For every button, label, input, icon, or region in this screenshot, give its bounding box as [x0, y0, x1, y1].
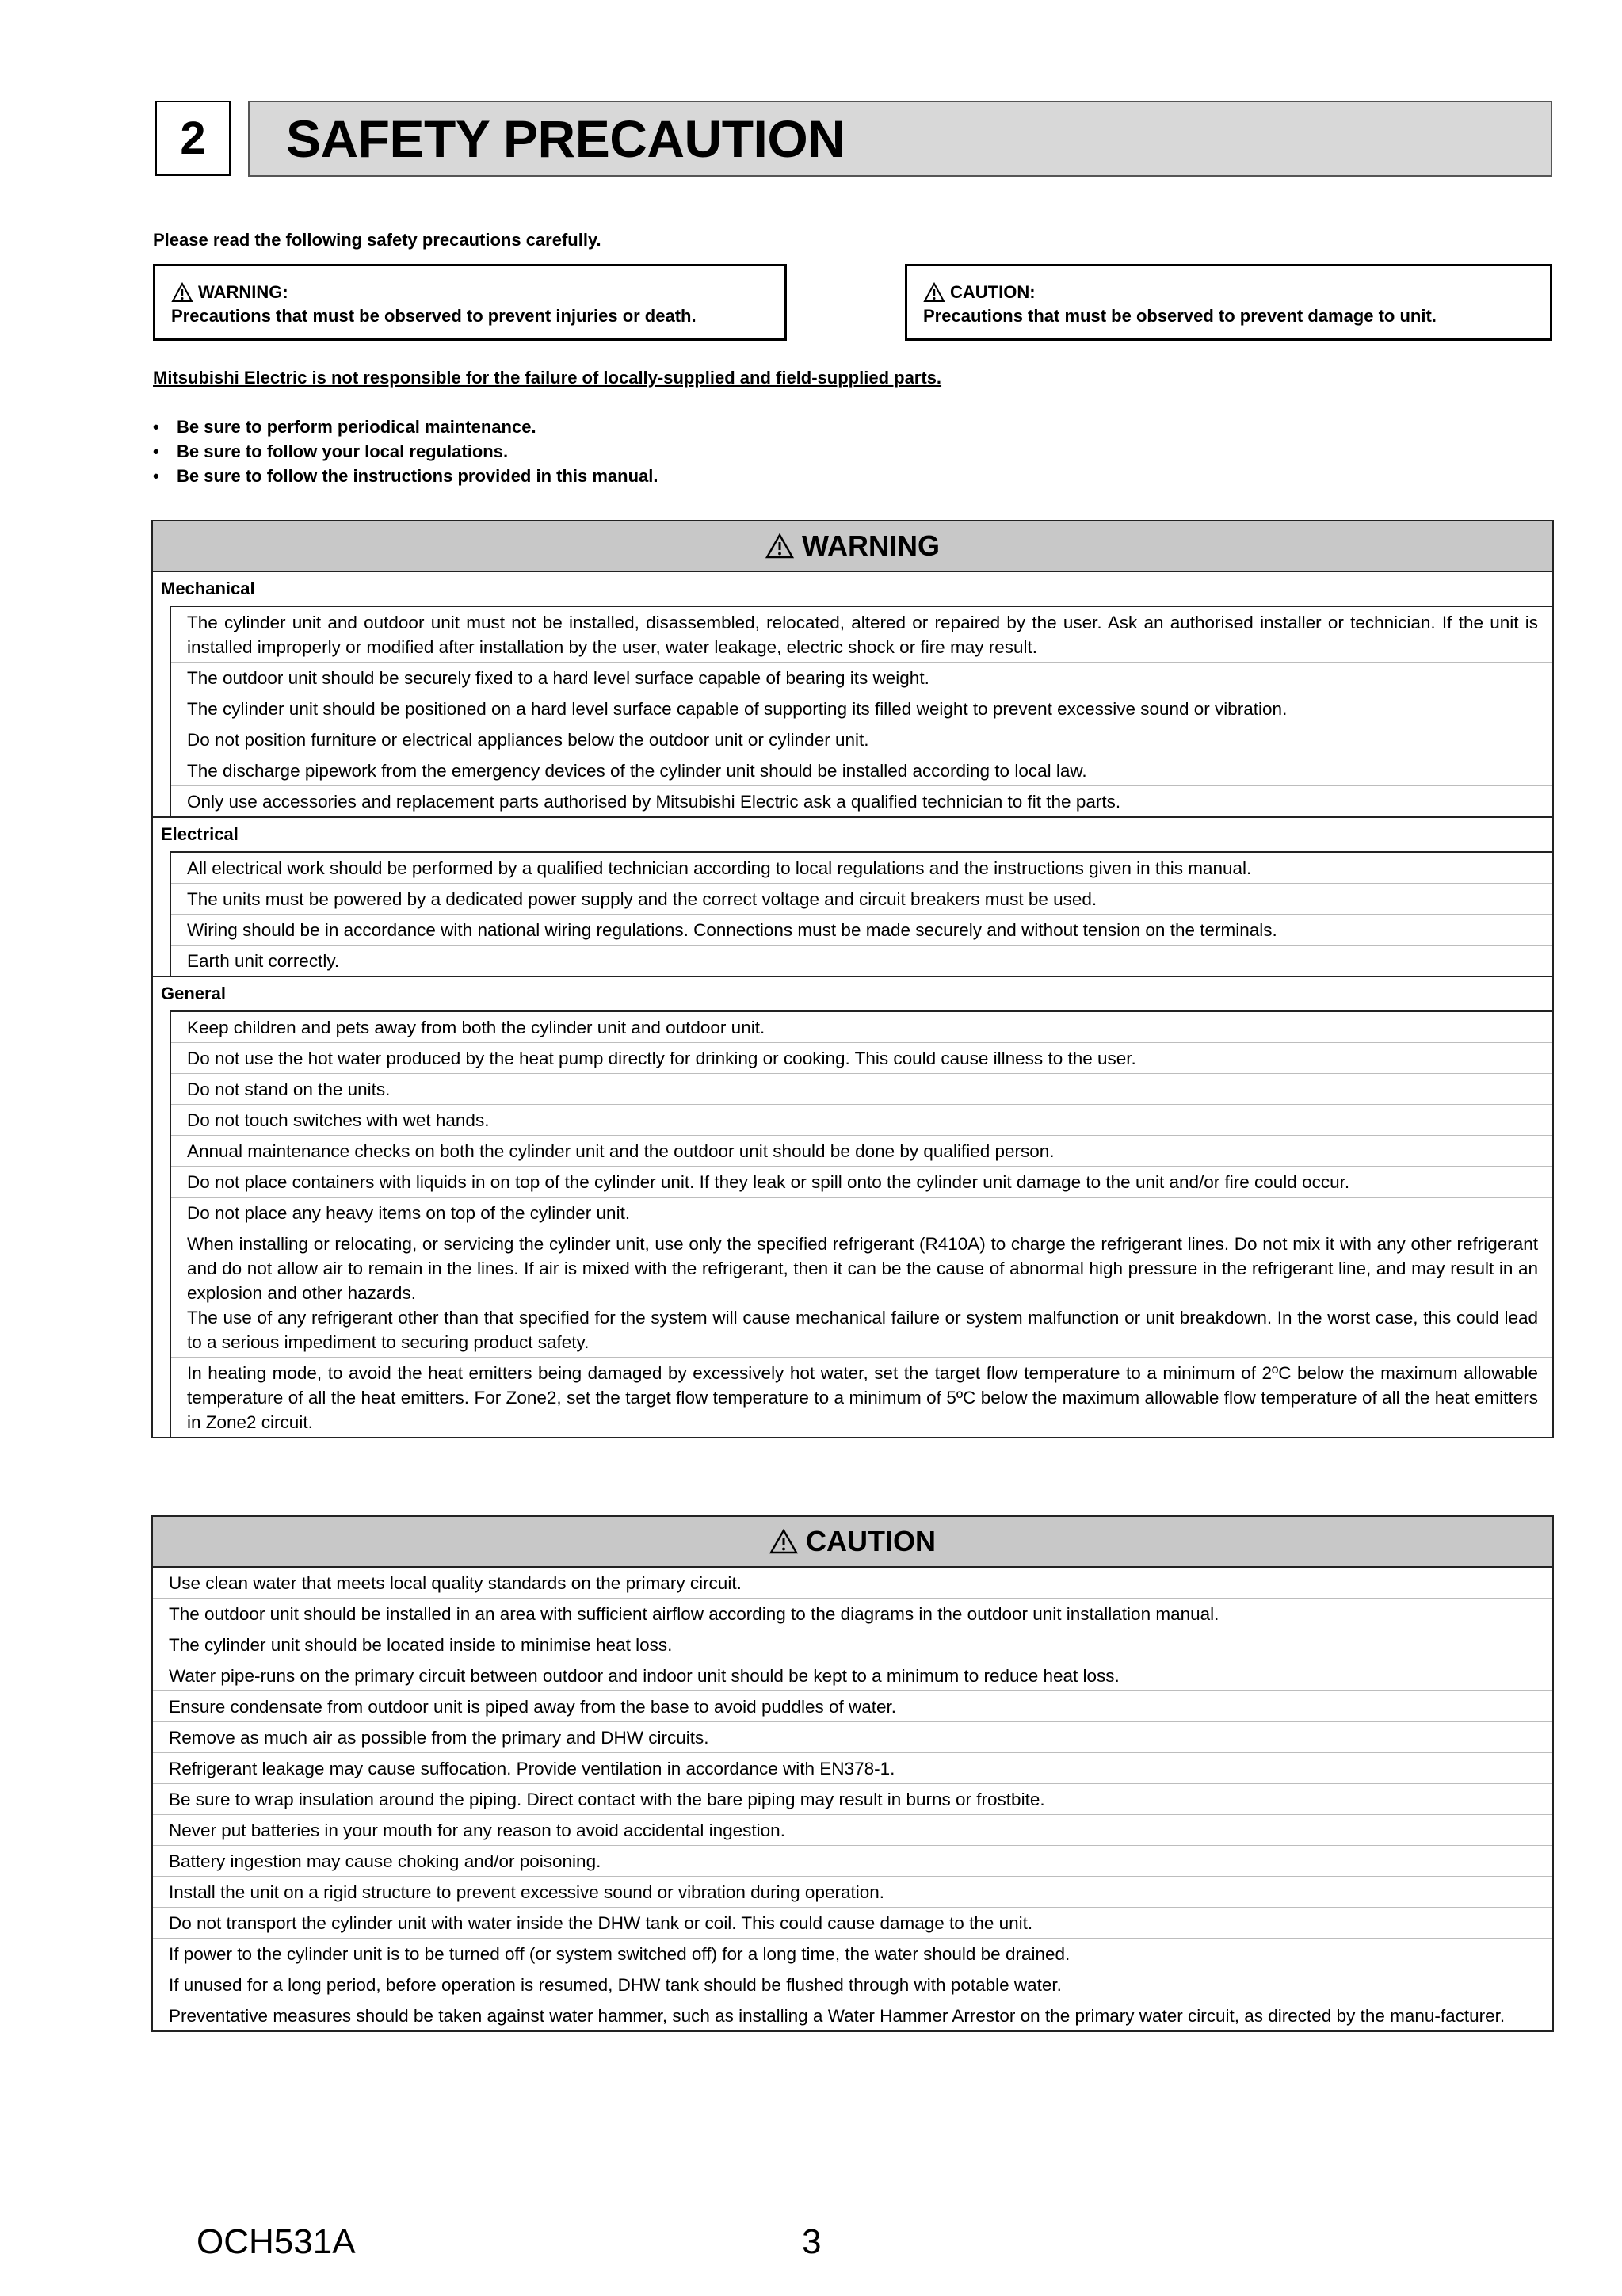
intro-text: Please read the following safety precautions carefully. — [153, 230, 601, 250]
page-title: SAFETY PRECAUTION — [248, 101, 1552, 177]
category-rows — [170, 851, 1552, 976]
warning-table-body — [153, 572, 1552, 1437]
caution-table — [151, 1515, 1554, 2032]
warning-notice-text: Precautions that must be observed to prevent injuries or death. — [171, 306, 697, 326]
table-row: The discharge pipework from the emergency devices of the cylinder unit should be installed according to local law. — [171, 755, 1552, 786]
warning-table — [151, 520, 1554, 1438]
table-row: Do not stand on the units. — [171, 1074, 1552, 1105]
bullet-item: • Be sure to perform periodical maintenance. — [153, 415, 658, 439]
table-row: Ensure condensate from outdoor unit is piped away from the base to avoid puddles of water. — [153, 1691, 1552, 1722]
table-row: When installing or relocating, or servicing the cylinder unit, use only the specified refrigerant (R410A) to charge the refrigerant lines. Do not mix it with any other refrigerant and do not allow air to remain in the lines. If air is mixed with the refrigerant, then it can be the cause of abnormal high pressure in the refrigerant line, and may result in an explosion and other hazards. The use of any refrigerant other than that specified for the system will cause mechanical failure or system malfunction or unit breakdown. In the worst case, this could lead to a serious impediment to securing product safety. — [171, 1228, 1552, 1358]
table-row: If unused for a long period, before operation is resumed, DHW tank should be flushed through with potable water. — [153, 1969, 1552, 2000]
bullet-item: • Be sure to follow your local regulations. — [153, 439, 658, 464]
table-row: Use clean water that meets local quality standards on the primary circuit. — [153, 1568, 1552, 1599]
document-code: OCH531A — [197, 2222, 356, 2261]
warning-notice-box — [153, 264, 787, 341]
bullet-item: • Be sure to follow the instructions provided in this manual. — [153, 464, 658, 488]
table-row: Refrigerant leakage may cause suffocation. Provide ventilation in accordance with EN378-1. — [153, 1753, 1552, 1784]
general-bullet-list — [153, 415, 658, 488]
warning-triangle-icon — [171, 282, 193, 303]
warning-notice-label: WARNING: — [198, 282, 288, 302]
table-row: Annual maintenance checks on both the cylinder unit and the outdoor unit should be done by qualified person. — [171, 1136, 1552, 1167]
section-number: 2 — [155, 101, 231, 176]
table-row: The cylinder unit should be located inside to minimise heat loss. — [153, 1629, 1552, 1660]
caution-notice-box — [905, 264, 1552, 341]
table-row: Be sure to wrap insulation around the piping. Direct contact with the bare piping may result in burns or frostbite. — [153, 1784, 1552, 1815]
table-row: Do not touch switches with wet hands. — [171, 1105, 1552, 1136]
warning-table-header — [153, 521, 1552, 572]
caution-notice-label: CAUTION: — [950, 282, 1036, 302]
page-number: 3 — [802, 2222, 822, 2261]
warning-table-title: WARNING — [802, 529, 940, 562]
table-row: The cylinder unit and outdoor unit must not be installed, disassembled, relocated, altered or repaired by the user. Ask an authorised installer or technician. If the unit is installed improperly or modified after installation by the user, water leakage, electric shock or fire may result. — [171, 607, 1552, 663]
table-row: Only use accessories and replacement parts authorised by Mitsubishi Electric ask a qualified technician to fit the parts. — [187, 792, 1121, 812]
table-row: Install the unit on a rigid structure to prevent excessive sound or vibration during operation. — [153, 1877, 1552, 1908]
category-heading: Electrical — [153, 816, 1552, 851]
caution-table-header — [153, 1517, 1552, 1568]
table-row: Wiring should be in accordance with national wiring regulations. Connections must be made securely and without tension on the terminals. — [171, 915, 1552, 946]
table-row: Remove as much air as possible from the primary and DHW circuits. — [153, 1722, 1552, 1753]
table-row: The outdoor unit should be installed in an area with sufficient airflow according to the diagrams in the outdoor unit installation manual. — [153, 1599, 1552, 1629]
category-rows — [170, 1010, 1552, 1437]
table-row: Battery ingestion may cause choking and/or poisoning. — [153, 1846, 1552, 1877]
caution-triangle-icon — [769, 1529, 798, 1554]
caution-notice-text: Precautions that must be observed to prevent damage to unit. — [923, 306, 1437, 326]
table-row: Preventative measures should be taken against water hammer, such as installing a Water Hammer Arrestor on the primary water circuit, as directed by the manu-facturer. — [169, 2006, 1506, 2026]
warning-triangle-icon — [765, 533, 794, 559]
caution-table-title: CAUTION — [806, 1525, 936, 1557]
disclaimer-text: Mitsubishi Electric is not responsible for the failure of locally-supplied and field-supplied parts. — [153, 368, 942, 388]
table-row: Do not position furniture or electrical appliances below the outdoor unit or cylinder unit. — [171, 724, 1552, 755]
table-row: Never put batteries in your mouth for any reason to avoid accidental ingestion. — [153, 1815, 1552, 1846]
table-row: If power to the cylinder unit is to be turned off (or system switched off) for a long time, the water should be drained. — [153, 1939, 1552, 1969]
category-rows — [170, 606, 1552, 816]
table-row: Do not place containers with liquids in on top of the cylinder unit. If they leak or spill onto the cylinder unit damage to the unit and/or fire could occur. — [171, 1167, 1552, 1198]
table-row: Do not use the hot water produced by the heat pump directly for drinking or cooking. This could cause illness to the user. — [171, 1043, 1552, 1074]
table-row: The outdoor unit should be securely fixed to a hard level surface capable of bearing its weight. — [171, 663, 1552, 693]
caution-triangle-icon — [923, 282, 945, 303]
table-row: Water pipe-runs on the primary circuit between outdoor and indoor unit should be kept to a minimum to reduce heat loss. — [153, 1660, 1552, 1691]
table-row: The units must be powered by a dedicated power supply and the correct voltage and circuit breakers must be used. — [171, 884, 1552, 915]
table-row: In heating mode, to avoid the heat emitters being damaged by excessively hot water, set the target flow temperature to a minimum of 2ºC below the maximum allowable temperature of all the heat emitters. For Zone2, set the target flow temperature to a minimum of 5ºC below the maximum allowable flow temperature of all the heat emitters in Zone2 circuit. — [187, 1363, 1538, 1432]
table-row: Do not place any heavy items on top of the cylinder unit. — [171, 1198, 1552, 1228]
category-heading: General — [153, 976, 1552, 1010]
table-row: All electrical work should be performed by a qualified technician according to local regulations and the instructions given in this manual. — [171, 853, 1552, 884]
caution-table-body — [153, 1568, 1552, 2030]
category-heading: Mechanical — [161, 579, 255, 598]
table-row: Earth unit correctly. — [187, 951, 340, 971]
table-row: The cylinder unit should be positioned on a hard level surface capable of supporting its filled weight to prevent excessive sound or vibration. — [171, 693, 1552, 724]
table-row: Do not transport the cylinder unit with water inside the DHW tank or coil. This could cause damage to the unit. — [153, 1908, 1552, 1939]
table-row: Keep children and pets away from both the cylinder unit and outdoor unit. — [171, 1012, 1552, 1043]
